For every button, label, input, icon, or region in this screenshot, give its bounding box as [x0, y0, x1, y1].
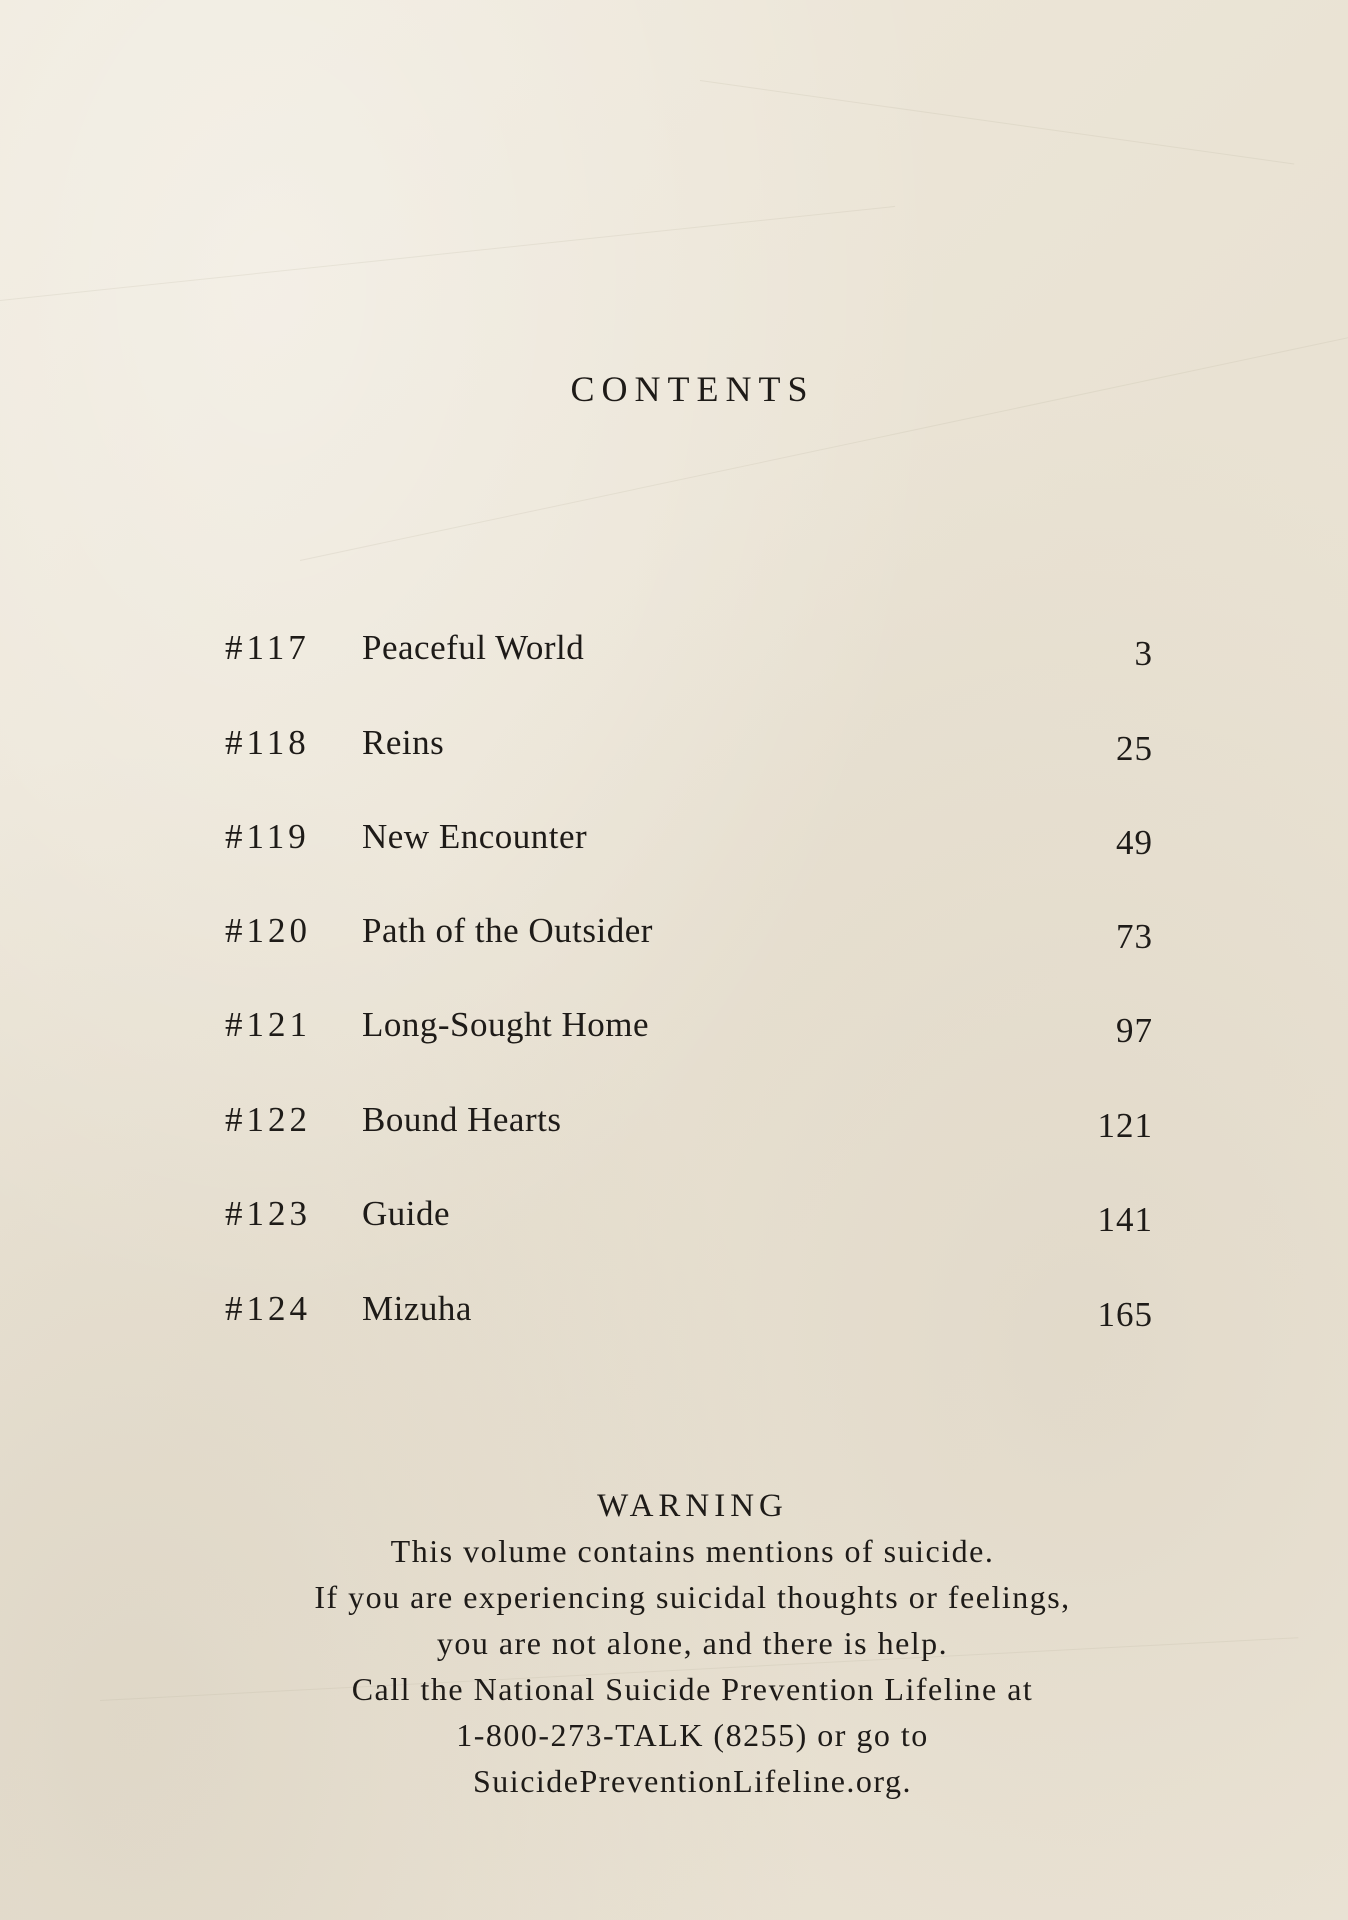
- chapter-number: #118: [225, 723, 310, 762]
- chapter-page: 49: [1116, 823, 1153, 862]
- warning-website-link[interactable]: SuicidePreventionLifeline.org.: [473, 1763, 912, 1799]
- chapter-title: New Encounter: [362, 817, 588, 856]
- paper-crease: [700, 80, 1294, 164]
- warning-notice: [0, 1484, 1348, 1804]
- chapter-title: Bound Hearts: [362, 1100, 562, 1139]
- toc-entry[interactable]: [0, 903, 1348, 963]
- chapter-number: #122: [225, 1100, 311, 1139]
- toc-entry[interactable]: [0, 997, 1348, 1057]
- chapter-number: #123: [225, 1194, 311, 1233]
- chapter-number: #121: [225, 1005, 311, 1044]
- chapter-title: Mizuha: [362, 1289, 472, 1328]
- contents-title: CONTENTS: [570, 369, 815, 409]
- chapter-title: Guide: [362, 1194, 451, 1233]
- warning-line: Call the National Suicide Prevention Lifeline at: [351, 1671, 1034, 1707]
- warning-line: you are not alone, and there is help.: [436, 1625, 949, 1661]
- toc-entry[interactable]: [0, 809, 1348, 869]
- toc-entry[interactable]: [0, 1281, 1348, 1341]
- chapter-number: #117: [225, 628, 310, 667]
- chapter-number: #119: [225, 817, 310, 856]
- paper-crease: [300, 331, 1348, 561]
- chapter-title: Peaceful World: [362, 628, 585, 667]
- chapter-number: #124: [225, 1289, 311, 1328]
- chapter-title: Long-Sought Home: [362, 1005, 650, 1044]
- toc-entry[interactable]: [0, 715, 1348, 775]
- toc-entry[interactable]: [0, 620, 1348, 680]
- chapter-title: Path of the Outsider: [362, 911, 653, 950]
- warning-line: If you are experiencing suicidal thoughts or feelings,: [314, 1579, 1071, 1615]
- chapter-page: 97: [1116, 1011, 1153, 1050]
- chapter-page: 141: [1097, 1200, 1153, 1239]
- warning-heading: WARNING: [597, 1488, 788, 1524]
- toc-entry[interactable]: [0, 1186, 1348, 1246]
- chapter-title: Reins: [362, 723, 445, 762]
- warning-phone-line: 1-800-273-TALK (8255) or go to: [456, 1717, 929, 1753]
- paper-crease: [0, 206, 895, 301]
- chapter-page: 165: [1097, 1295, 1153, 1334]
- chapter-page: 25: [1116, 729, 1153, 768]
- warning-line: This volume contains mentions of suicide.: [390, 1533, 995, 1569]
- chapter-number: #120: [225, 911, 311, 950]
- chapter-page: 3: [1134, 634, 1153, 673]
- chapter-page: 73: [1116, 917, 1153, 956]
- toc-entry[interactable]: [0, 1092, 1348, 1152]
- chapter-page: 121: [1097, 1106, 1153, 1145]
